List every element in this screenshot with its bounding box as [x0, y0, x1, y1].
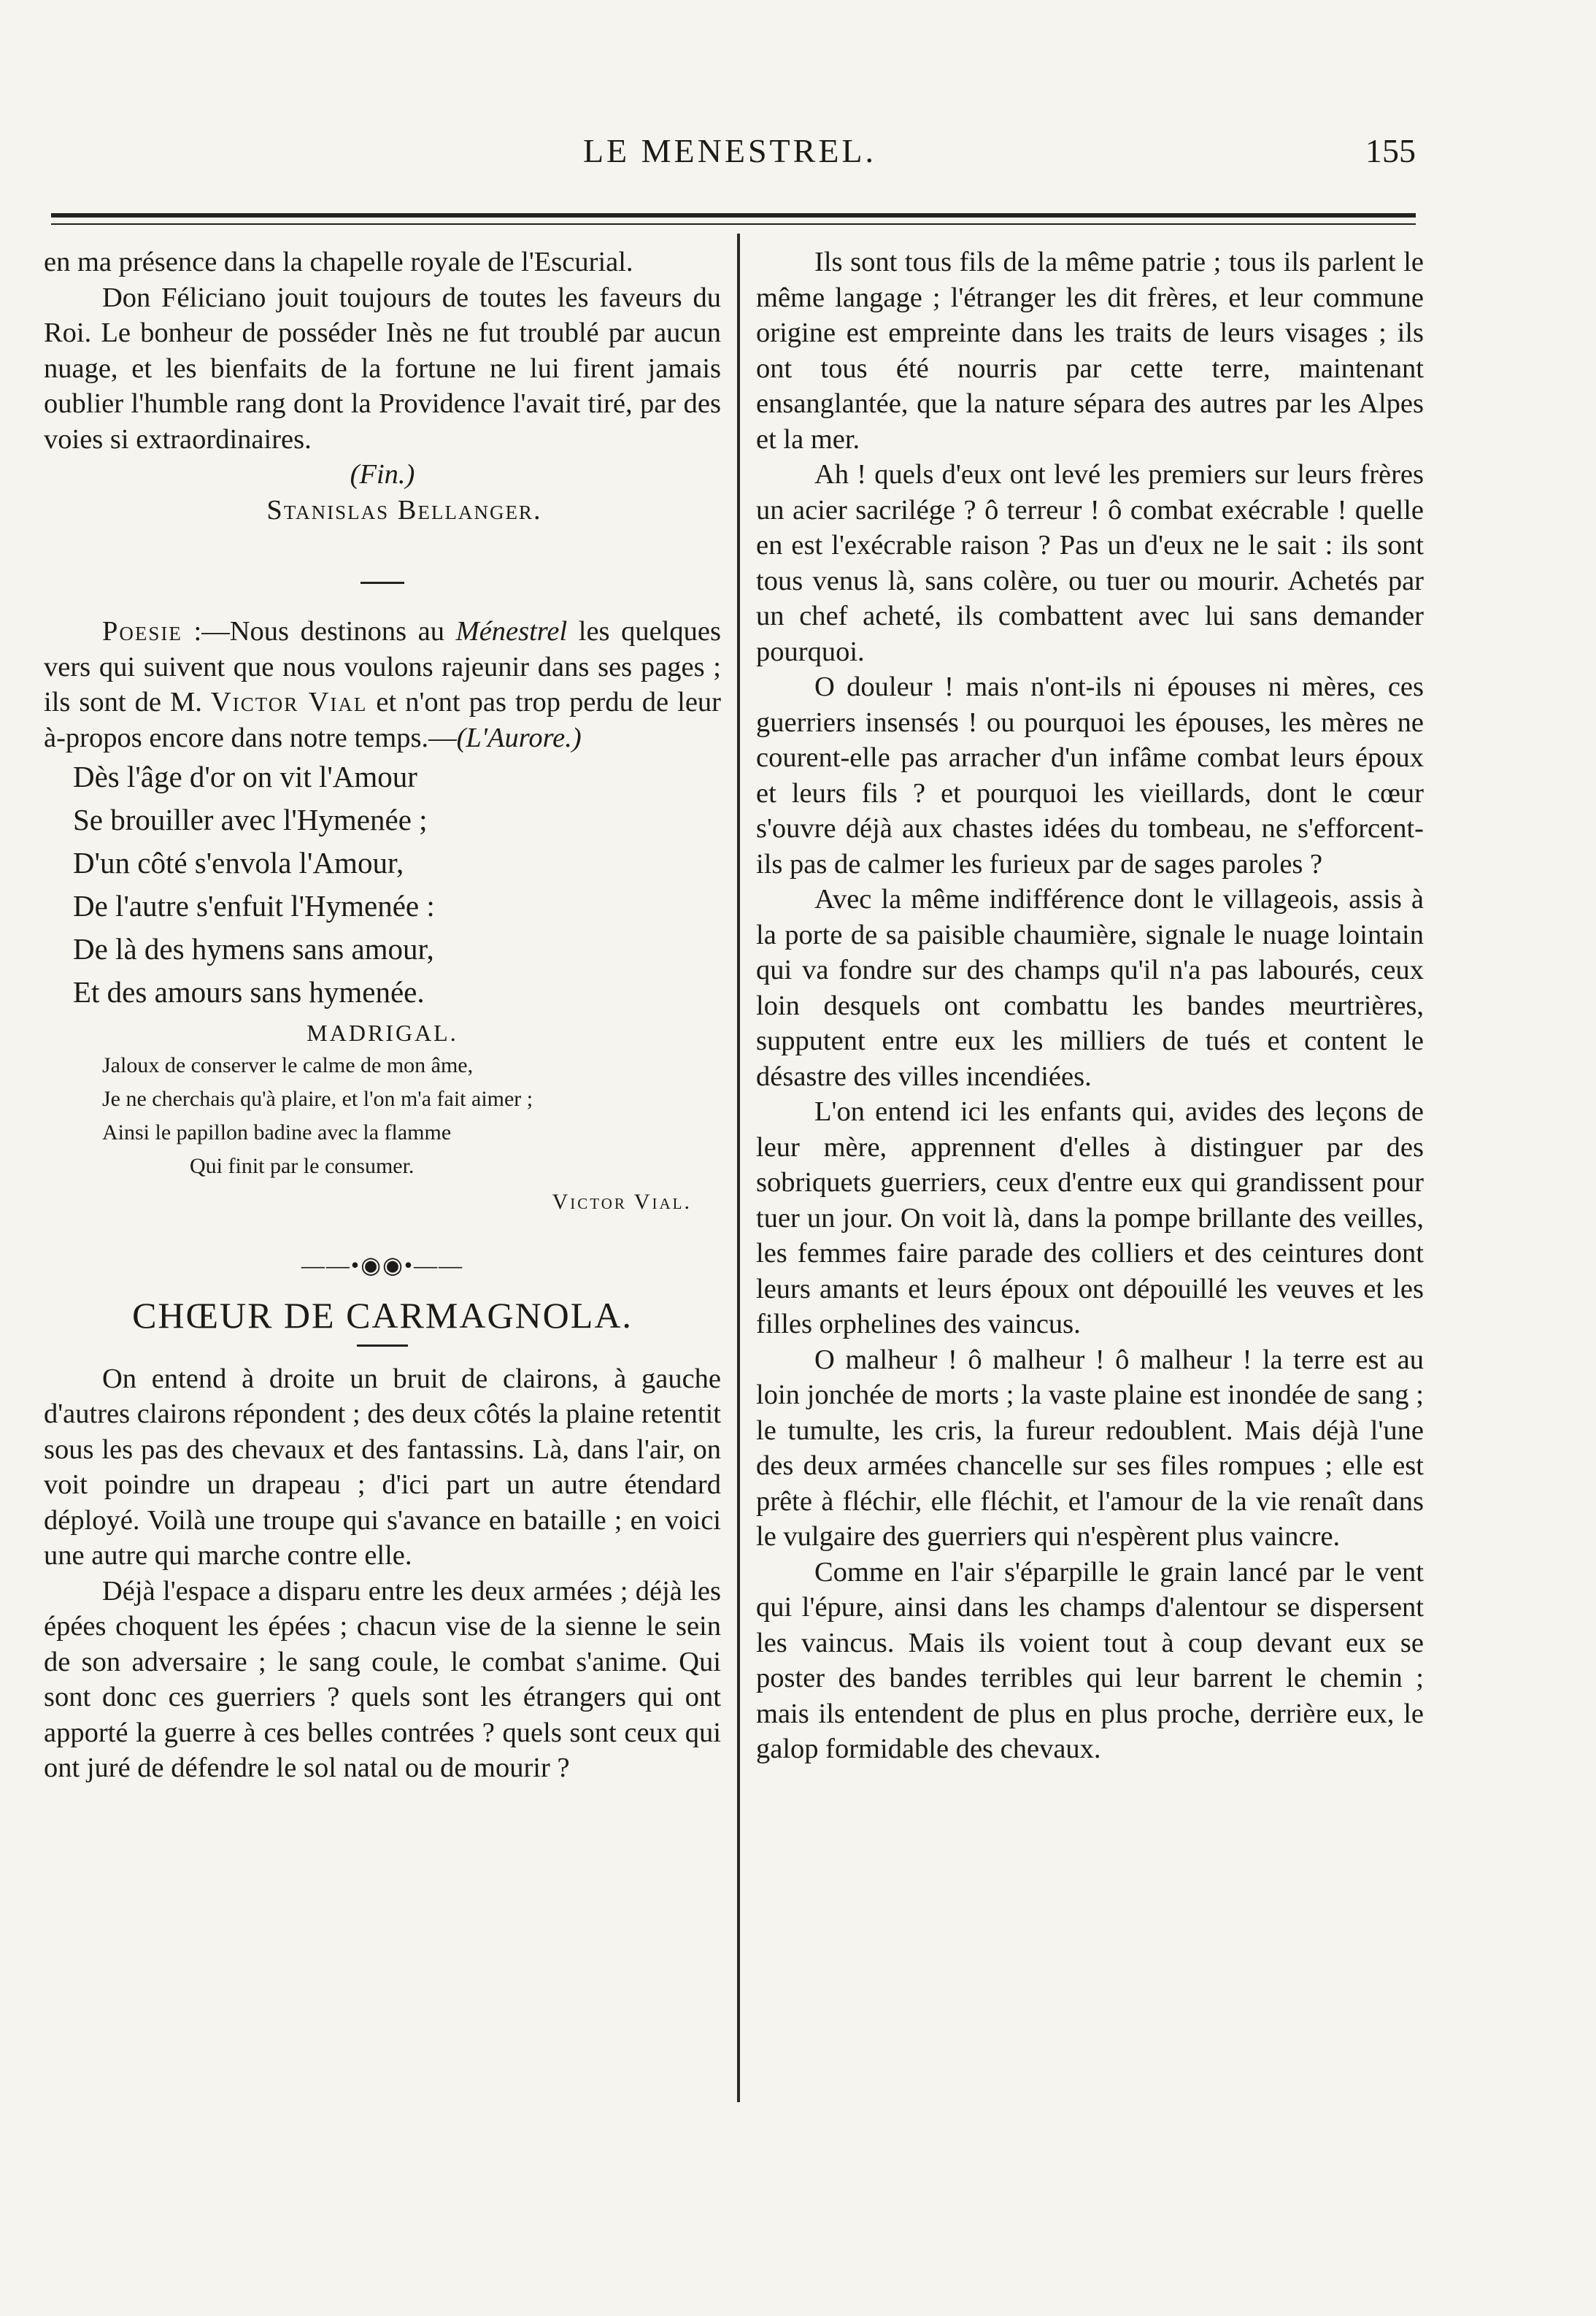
column-divider	[737, 234, 740, 2102]
header-rule-thin	[51, 223, 1416, 225]
chorus-paragraph: Ils sont tous fils de la même patrie ; tous ils parlent le même langage ; l'étranger les dit frères, et leur commune origine est empreinte dans les traits de leurs visages ; ils ont tous été nourris par cette terre, maintenant ensanglantée, que la nature sépara des autres par les Alpes et la mer.	[756, 247, 1424, 455]
left-column	[44, 245, 721, 1786]
page-number: 155	[1365, 132, 1416, 169]
title-rule	[357, 1344, 408, 1347]
story-final-paragraph: Don Féliciano jouit toujours de toutes les faveurs du Roi. Le bonheur de posséder Inès ne fut troublé par aucun nuage, et les bienfaits de la fortune ne lui firent jamais oublier l'humble rang dont la Providence l'avait tiré, par des voies si extraordinaires.	[44, 282, 721, 455]
madrigal-line: Ainsi le papillon badine avec la flamme	[102, 1120, 452, 1144]
madrigal-title: MADRIGAL.	[307, 1020, 458, 1046]
poem	[44, 755, 721, 1014]
chorus-paragraph: Ah ! quels d'eux ont levé les premiers sur leurs frères un acier sacrilége ? ô terreur ! ô combat exécrable ! quelle en est l'exécrable raison ? Pas un d'eux ne le sait : ils sont tous venus là, sans colère, ou tuer ou mourir. Achetés par un chef acheté, ils combattent avec lui sans demander pourquoi.	[756, 459, 1424, 667]
chorus-paragraph: On entend à droite un bruit de clairons, à gauche d'autres clairons répondent ; des deux côtés la plaine retentit sous les pas des chevaux et des fantassins. Là, dans l'air, on voit poindre un drapeau ; d'ici part un autre étendard déployé. Voilà une troupe qui s'avance en bataille ; en voici une autre qui marche contre elle.	[44, 1363, 721, 1571]
chorus-paragraph: Déjà l'espace a disparu entre les deux armées ; déjà les épées choquent les épées ; chacun vise de la sienne le sein de son adversaire ; le sang coule, le combat s'anime. Qui sont donc ces guerriers ? quels sont les étrangers qui ont apporté la guerre à ces belles contrées ? quels sont ceux qui ont juré de défendre le sol natal ou de mourir ?	[44, 1575, 721, 1783]
madrigal-line: Qui finit par le consumer.	[190, 1154, 415, 1178]
journal-title: LE MENESTREL.	[582, 132, 877, 169]
chorus-paragraph: Avec la même indifférence dont le villageois, assis à la porte de sa paisible chaumière, signale le nuage lointain qui va fondre sur des champs qu'il n'a pas labourés, ceux loin desquels ont combattu les bandes meurtrières, supputent entre eux les milliers de tués et content le désastre des villes incendiées.	[756, 884, 1424, 1092]
poesie-text-c: et n'ont pas trop perdu de leur à-propos encore dans notre temps.—	[44, 687, 722, 753]
menestrel-italic: Ménestrel	[455, 616, 568, 647]
ornament-divider: ——•◉◉•——	[301, 1252, 464, 1278]
section-separator	[44, 553, 721, 582]
chorus-paragraph: O malheur ! ô malheur ! ô malheur ! la terre est au loin jonchée de morts ; la vaste plaine est inondée de sang ; le tumulte, les cris, la fureur redoublent. Mais déjà l'une des deux armées chancelle sur ses files rompues ; elle est prête à fléchir, elle fléchit, et l'amour de la vie renaît dans le vulgaire des guerriers qui n'espèrent plus vaincre.	[756, 1344, 1424, 1552]
madrigal-line: Je ne cherchais qu'à plaire, et l'on m'a fait aimer ;	[102, 1087, 533, 1111]
madrigal	[44, 1049, 721, 1183]
madrigal-line: Jaloux de conserver le calme de mon âme,	[102, 1053, 474, 1077]
poem-line: Se brouiller avec l'Hymenée ;	[73, 803, 428, 836]
madrigal-author: Victor Vial.	[552, 1190, 692, 1214]
story-ending-paragraph: en ma présence dans la chapelle royale de l'Escurial.	[44, 247, 633, 277]
poem-line: Dès l'âge d'or on vit l'Amour	[73, 760, 417, 793]
poem-line: De l'autre s'enfuit l'Hymenée :	[73, 889, 435, 923]
poem-line: De là des hymens sans amour,	[73, 932, 434, 966]
poem-line: D'un côté s'envola l'Amour,	[73, 846, 404, 880]
story-author: Stanislas Bellanger.	[266, 494, 542, 526]
fin-marker: (Fin.)	[350, 459, 415, 490]
chorus-paragraph: O douleur ! mais n'ont-ils ni épouses ni mères, ces guerriers insensés ! ou pourquoi les épouses, les mères ne courent-elle pas arracher d'un infâme combat leurs époux et leurs fils ? et pourquoi les vieillards, dont le cœur s'ouvre déjà aux chastes idées du tombeau, ne s'efforcent-ils pas de calmer les furieux par de sages paroles ?	[756, 672, 1424, 880]
source-aurore: (L'Aurore.)	[456, 722, 582, 753]
poesie-intro	[44, 614, 721, 755]
poet-name: Victor Vial	[210, 687, 368, 718]
chorus-paragraph: L'on entend ici les enfants qui, avides des leçons de leur mère, apprennent d'elles à distinguer par des sobriquets guerriers, ceux d'entre eux qui grandissent pour tuer un jour. On voit là, dans la pompe brillante des veilles, les femmes faire parade des colliers et des ceintures dont leurs amants et leurs époux ont dépouillé les veuves et les filles orphelines des vaincus.	[756, 1096, 1424, 1339]
chorus-paragraph: Comme en l'air s'éparpille le grain lancé par le vent qui l'épure, ainsi dans les champs d'alentour se dispersent les vaincus. Mais ils voient tout à coup devant eux se poster des bandes terribles qui leur barrent le chemin ; mais ils entendent de plus en plus proche, derrière eux, le galop formidable des chevaux.	[756, 1556, 1424, 1764]
header-rule-thick	[51, 213, 1416, 218]
section-title: CHŒUR DE CARMAGNOLA.	[132, 1294, 633, 1336]
poem-line: Et des amours sans hymenée.	[73, 975, 425, 1009]
poesie-label: Poesie	[102, 616, 182, 647]
right-column	[756, 245, 1424, 1767]
page-header	[44, 131, 1416, 182]
poesie-text-a: :—Nous destinons au	[182, 616, 456, 647]
poesie-text-b: les quelques vers qui suivent que nous voulons rajeunir dans ses pages ; ils sont de M.	[44, 616, 721, 718]
